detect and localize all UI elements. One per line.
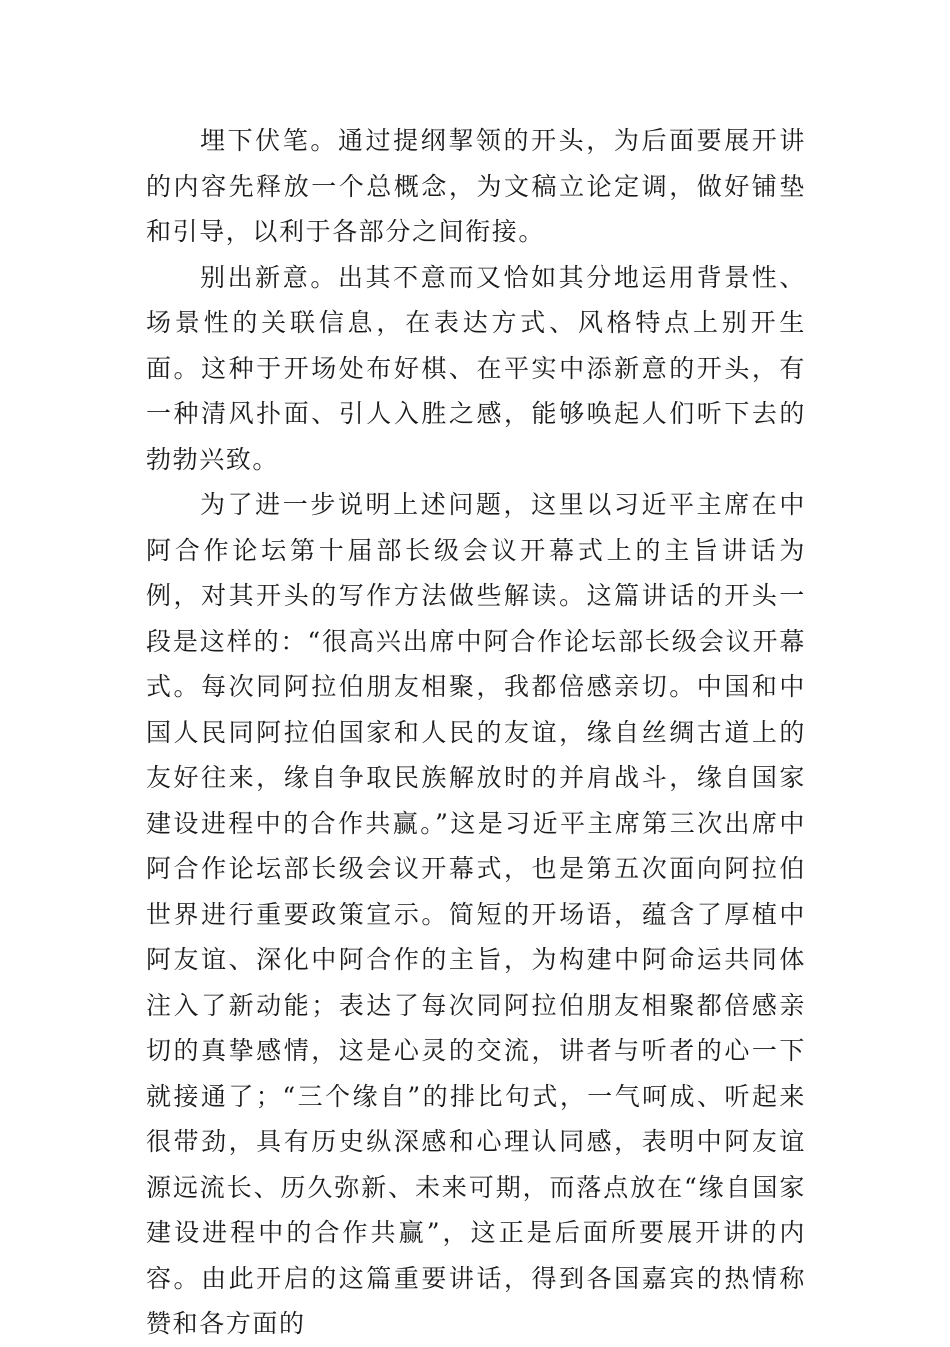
paragraph-example-analysis: 为了进一步说明上述问题，这里以习近平主席在中阿合作论坛第十届部长级会议开幕式上的主旨讲话为例，对其开头的写作方法做些解读。这篇讲话的开头一段是这样的：“很高兴出席中阿合作论坛部长级会议开幕式。每次同阿拉伯朋友相聚，我都倍感亲切。中国和中国人民同阿拉伯国家和人民的友谊，缘自丝绸古道上的友好往来，缘自争取民族解放时的并肩战斗，缘自国家建设进程中的合作共赢。”这是习近平主席第三次出席中阿合作论坛部长级会议开幕式，也是第五次面向阿拉伯世界进行重要政策宣示。简短的开场语，蕴含了厚植中阿友谊、深化中阿合作的主旨，为构建中阿命运共同体注入了新动能；表达了每次同阿拉伯朋友相聚都倍感亲切的真挚感情，这是心灵的交流，讲者与听者的心一下就接通了；“三个缘自”的排比句式，一气呵成、听起来很带劲，具有历史纵深感和心理认同感，表明中阿友谊源远流长、历久弥新、未来可期，而落点放在“缘自国家建设进程中的合作共赢”，这正是后面所要展开讲的内容。由此开启的这篇重要讲话，得到各国嘉宾的热情称赞和各方面的: [146, 490, 806, 1338]
paragraph-novelty: 别出新意。出其不意而又恰如其分地运用背景性、场景性的关联信息，在表达方式、风格特点上别开生面。这种于开场处布好棋、在平实中添新意的开头，有一种清风扑面、引人入胜之感，能够唤起人们听下去的勃勃兴致。: [146, 262, 806, 474]
body-text: [146, 118, 806, 1347]
paragraph-foreshadowing: 埋下伏笔。通过提纲挈领的开头，为后面要展开讲的内容先释放一个总概念，为文稿立论定调，做好铺垫和引导，以利于各部分之间衔接。: [146, 126, 806, 246]
